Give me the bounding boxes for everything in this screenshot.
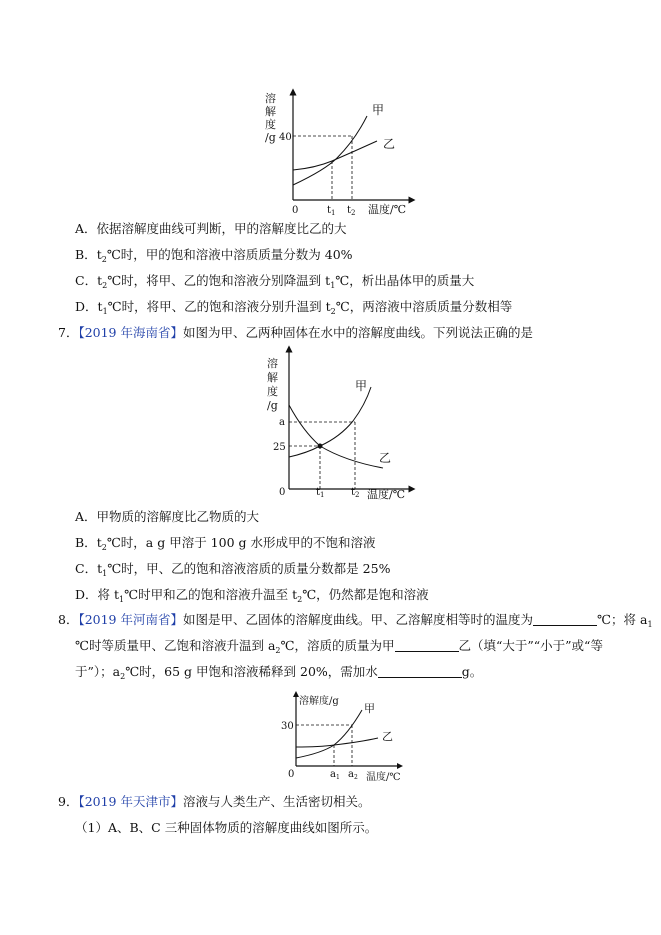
option-letter: C． <box>75 273 98 288</box>
option-text: ℃时，a g 甲溶于 100 g 水形成甲的不饱和溶液 <box>106 535 376 550</box>
option-text: ℃，两溶液中溶质质量分数相等 <box>335 299 513 314</box>
subscript: 2 <box>275 646 281 655</box>
option-text: ℃，析出晶体甲的质量大 <box>335 273 475 288</box>
question-text: 如图为甲、乙两种固体在水中的溶解度曲线。下列说法正确的是 <box>183 325 534 340</box>
option-text: ℃时，甲、乙的饱和溶液溶质的质量分数都是 25% <box>107 561 391 576</box>
q9-stem <box>58 794 371 810</box>
q7-solubility-chart <box>255 345 425 500</box>
q7-option-a <box>75 509 259 525</box>
option-letter: A． <box>75 509 97 524</box>
answer-blank-2[interactable] <box>395 638 459 652</box>
option-letter: B． <box>75 535 97 550</box>
x-tick-t2: $t_2$ <box>351 487 360 499</box>
x-label: 温度/℃ <box>366 772 401 782</box>
origin-label: 0 <box>288 769 295 780</box>
option-text: t <box>96 535 102 550</box>
subscript: 1 <box>102 569 108 578</box>
subscript: 1 <box>647 620 653 629</box>
y-tick-25: 25 <box>273 442 286 453</box>
x-tick-a1: $a_1$ <box>330 769 340 781</box>
question-source: 【2019 年河南省】 <box>78 612 183 627</box>
subscript: 2 <box>330 307 336 316</box>
option-letter: B． <box>75 247 97 262</box>
x-label: 温度/℃ <box>367 488 406 500</box>
y-tick-40: 40 <box>279 132 292 143</box>
y-label-char: /g <box>265 131 276 144</box>
option-letter: D． <box>75 299 98 314</box>
subscript: 2 <box>101 543 107 552</box>
option-text: t <box>97 273 103 288</box>
x-label: 温度/℃ <box>368 203 407 216</box>
question-number: 8． <box>58 612 79 627</box>
y-label-char: 解 <box>267 371 278 384</box>
label-yi: 乙 <box>379 451 392 465</box>
x-tick-t2: $t_2$ <box>347 205 356 217</box>
y-label-char: 解 <box>265 105 276 118</box>
question-number: 7． <box>58 325 79 340</box>
x-tick-a2: $a_2$ <box>348 769 358 781</box>
subscript: 1 <box>119 595 125 604</box>
option-letter: C． <box>75 561 98 576</box>
question-text: ℃，溶质的质量为甲 <box>280 638 395 653</box>
y-label-char: /g <box>267 399 278 412</box>
q6-solubility-chart <box>255 88 425 218</box>
option-text: ℃时，甲的饱和溶液中溶质质量分数为 40% <box>106 247 353 262</box>
q6-option-a <box>75 221 347 237</box>
subscript: 2 <box>102 281 108 290</box>
subscript: 2 <box>101 255 107 264</box>
y-tick-30: 30 <box>281 721 294 732</box>
question-number: 9． <box>58 794 79 809</box>
subscript: 1 <box>102 307 108 316</box>
option-text: 甲物质的溶解度比乙物质的大 <box>96 509 260 524</box>
y-label-char: 溶 <box>267 357 278 370</box>
label-jia: 甲 <box>355 379 368 393</box>
q7-option-d <box>75 587 429 608</box>
option-text: ℃时甲和乙的饱和溶液升温至 t <box>124 587 298 602</box>
option-text: ℃时，将甲、乙的饱和溶液分别升温到 t <box>107 299 331 314</box>
y-tick-a: a <box>279 417 285 428</box>
q6-option-c <box>75 273 474 294</box>
q6-option-d <box>75 299 512 320</box>
label-yi: 乙 <box>383 137 396 151</box>
q8-solubility-chart <box>280 690 410 782</box>
option-text: t <box>96 247 102 262</box>
question-source: 【2019 年天津市】 <box>78 794 183 809</box>
question-text: ℃时等质量甲、乙饱和溶液升温到 a <box>75 638 276 653</box>
option-text: 依据溶解度曲线可判断，甲的溶解度比乙的大 <box>96 221 347 236</box>
y-label-char: 度 <box>265 118 276 131</box>
option-text: t <box>97 299 103 314</box>
q6-option-b <box>75 247 353 268</box>
y-label: 溶解度/g <box>299 696 339 707</box>
question-source: 【2019 年海南省】 <box>78 325 183 340</box>
subscript: 2 <box>297 595 303 604</box>
option-text: ℃，仍然都是饱和溶液 <box>302 587 429 602</box>
option-letter: A． <box>75 221 97 236</box>
origin-label: 0 <box>292 205 299 216</box>
option-text: 将 t <box>97 587 120 602</box>
question-text: 于”）；a <box>75 664 121 679</box>
y-label-char: 溶 <box>265 92 276 105</box>
question-text: ℃时，65 g 甲饱和溶液稀释到 20%，需加水 <box>125 664 378 679</box>
q8-stem-line1 <box>58 612 653 633</box>
answer-blank-3[interactable] <box>378 664 462 678</box>
label-yi: 乙 <box>382 730 393 743</box>
origin-label: 0 <box>279 487 286 498</box>
question-text: 如图是甲、乙固体的溶解度曲线。甲、乙溶解度相等时的温度为 <box>183 612 534 627</box>
option-text: ℃时，将甲、乙的饱和溶液分别降温到 t <box>107 273 331 288</box>
subscript: 1 <box>330 281 336 290</box>
x-tick-t1: $t_1$ <box>327 205 336 217</box>
q7-option-c <box>75 561 390 582</box>
q8-stem-line3 <box>75 664 482 685</box>
q7-stem <box>58 325 533 341</box>
question-text: （1）A、B、C 三种固体物质的溶解度曲线如图所示。 <box>75 820 378 835</box>
intersection-point <box>318 444 323 449</box>
q9-sub1 <box>75 820 377 836</box>
option-text: t <box>97 561 103 576</box>
curve-yi <box>293 141 377 170</box>
label-jia: 甲 <box>364 702 375 715</box>
question-text: 乙（填“大于”“小于”或“等 <box>458 638 603 653</box>
subscript: 2 <box>120 672 126 681</box>
question-text: 溶液与人类生产、生活密切相关。 <box>183 794 371 809</box>
question-text: ℃；将 a <box>597 612 648 627</box>
q8-stem-line2 <box>75 638 603 659</box>
answer-blank-1[interactable] <box>533 612 597 626</box>
label-jia: 甲 <box>372 103 385 117</box>
x-tick-t1: $t_1$ <box>316 487 325 499</box>
q7-option-b <box>75 535 375 556</box>
y-label-char: 度 <box>267 385 278 398</box>
option-letter: D． <box>75 587 98 602</box>
question-text: g。 <box>461 664 483 679</box>
